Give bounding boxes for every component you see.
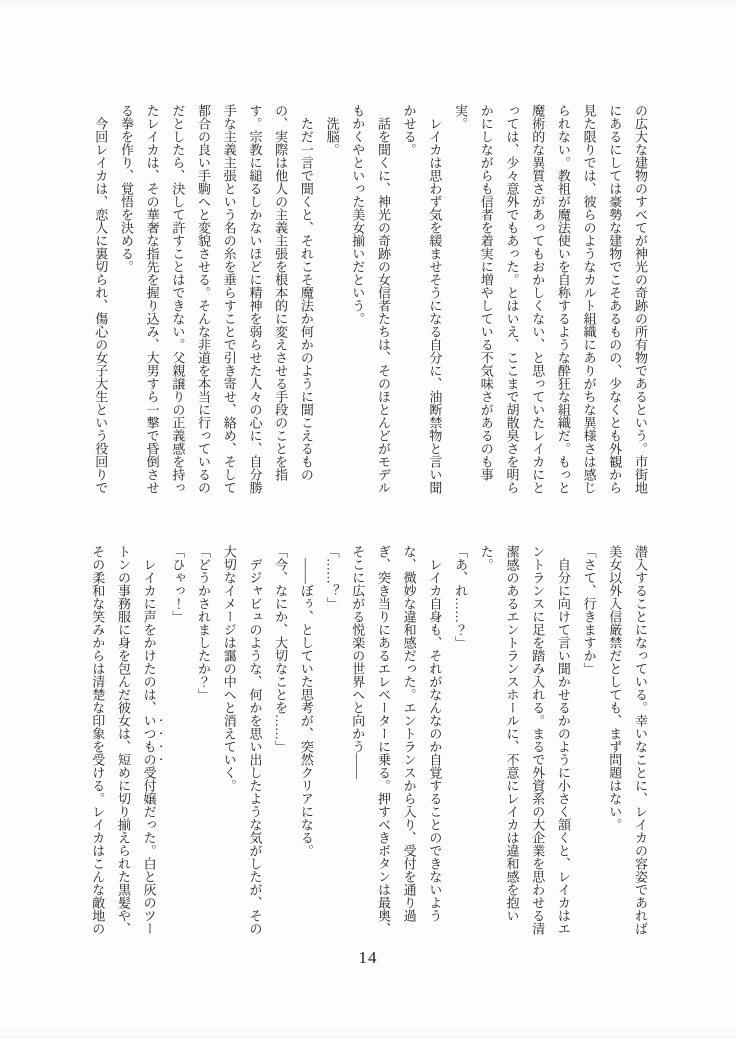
paragraph: 「さて、行きますか」 bbox=[581, 545, 597, 675]
paragraph: レイカ自身も、それがなんなのか自覚することのできないような、微妙な違和感だった。エントランスから入り、受付を通り過ぎ、突き当りにあるエレベーターに乗る。押すべきボタンは最奥、そこに広がる悦楽の世界へと向かう—— bbox=[350, 545, 443, 935]
emphasized-text: いつもの bbox=[141, 714, 157, 766]
paragraph: ——ぼぅ、としていた思考が、突然クリアになる。 bbox=[298, 545, 314, 857]
paragraph: 自分に向けて言い聞かせるかのように小さく頷くと、レイカはエントランスに足を踏み入れる。まるで外資系の大企業を思わせる清潔感のあるエントランスホールに、不意にレイカは違和感を抱いた。 bbox=[478, 545, 571, 935]
text-block-lower bbox=[85, 545, 653, 935]
paragraph: レイカは思わず気を緩ませそうになる自分に、油断禁物と言い聞かせる。 bbox=[401, 104, 443, 494]
paragraph: レイカに声をかけたのは、いつもの受付嬢だった。白と灰のツートンの事務服に身を包んだ彼女は、短めに切り揃えられた黒髪や、その柔和な笑みからは清楚な印象を受ける。レイカはこんな敵地の bbox=[90, 545, 157, 935]
paragraph: 今回レイカは、恋人に裏切られ、傷心の女子大生という役回りで bbox=[93, 104, 109, 494]
paragraph: 「ひゃっ！」 bbox=[170, 545, 186, 623]
paragraph: 「今、なにか、大切なことを……」 bbox=[273, 545, 289, 753]
paragraph: 「どうかされましたか？」 bbox=[196, 545, 212, 701]
paragraph: 潜入することになっている。幸いなことに、レイカの容姿であれば美女以外入信厳禁だとしても、まず問題はない。 bbox=[607, 545, 648, 935]
paragraph: ただ一言で聞くと、それこそ魔法か何かのように聞こえるものの、実際は他人の主義主張を根本的に変えさせる手段のことを指す。宗教に縋るしかないほどに精神を弱らせた人々の心に、自分勝手な主義主張という名の糸を垂らすことで引き寄せ、絡め、そして都合の良い手駒へと変貌させる。そんな非道を本当に行っているのだとしたら、決して許すことはできない。父親譲りの正義感を持ったレイカは、その華奢な指先を握り込み、大男すら一撃で昏倒させる拳を作り、覚悟を決める。 bbox=[118, 104, 314, 494]
paragraph: 話を聞くに、神光の奇跡の女信者たちは、そのほとんどがモデルもかくやといった美女揃いだという。 bbox=[350, 104, 391, 494]
text-block-upper bbox=[88, 104, 653, 494]
paragraph: デジャビュのような、何かを思い出したような気がしたが、その大切なイメージは靄の中へと消えていく。 bbox=[221, 545, 263, 935]
paragraph: 「あ、れ……？」 bbox=[453, 545, 469, 649]
paragraph: 「……？」 bbox=[324, 545, 340, 610]
paragraph: の広大な建物のすべてが神光の奇跡の所有物であるという。市街地にあるにしては豪勢な建物でこそあるものの、少なくとも外観から見た限りでは、彼らのようなカルト組織にありがちな異様さは感じられない。教祖が魔法使いを自称するような酔狂な組織だ。もっと魔術的な異質さがあってもおかしくない、と思っていたレイカにとっては、少々意外でもあった。とはいえ、ここまで胡散臭さを明らかにしながらも信者を着実に増やしている不気味さがあるのも事実。 bbox=[453, 104, 648, 494]
page-number: 14 bbox=[358, 948, 378, 967]
paragraph: 洗脳。 bbox=[324, 104, 340, 156]
